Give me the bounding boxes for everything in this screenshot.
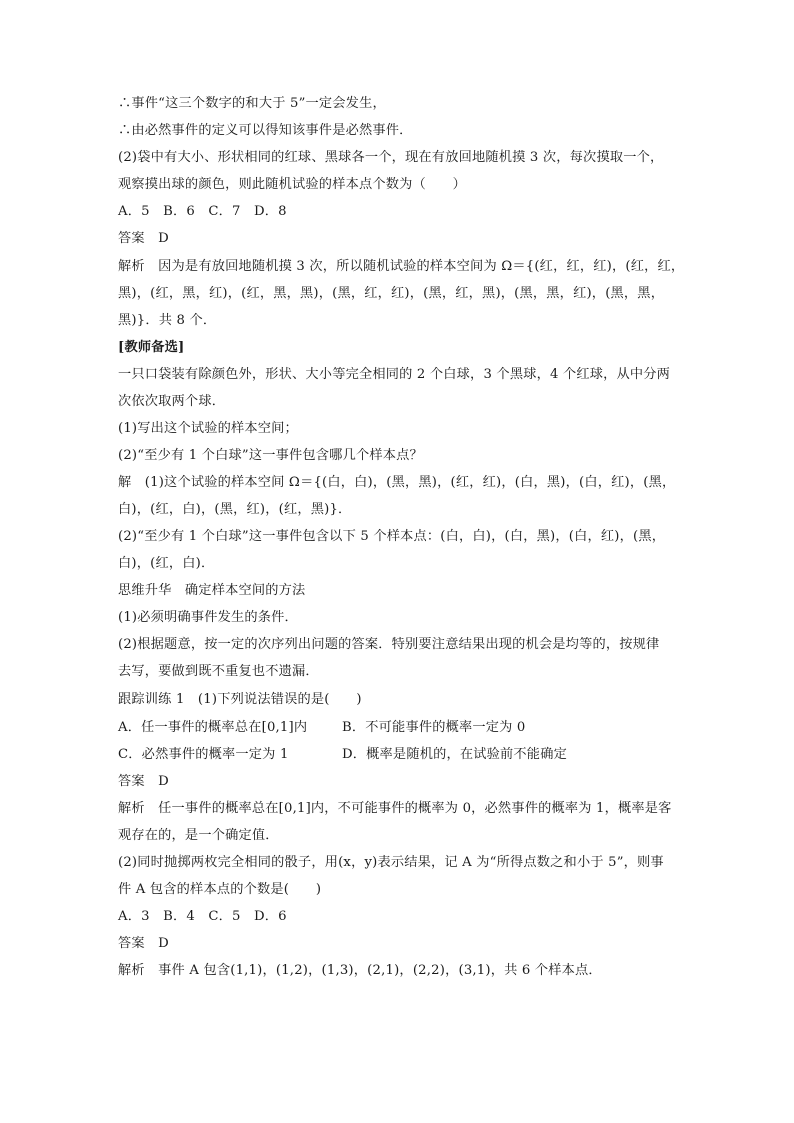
- text-line-23: 跟踪训练 1 (1)下列说法错误的是( ): [118, 692, 362, 707]
- text-line-16: 白)，(红，白)，(黑，红)，(红，黑)}．: [118, 502, 352, 517]
- text-line-18: 白)，(红，白)．: [118, 556, 215, 571]
- text-line-12: 次依次取两个球．: [118, 394, 226, 409]
- text-line-20: (1)必须明确事件发生的条件．: [118, 610, 298, 625]
- analysis-line-6: 解析 事件 A 包含(1,1)，(1,2)，(1,3)，(2,1)，(2,2)，(3,1)，共 6 个样本点．: [118, 963, 602, 978]
- option-a: A．任一事件的概率总在[0,1]内: [118, 720, 308, 735]
- text-line-15: 解 (1)这个试验的样本空间 Ω＝{(白，白)，(黑，黑)，(红，红)，(白，黑)，(白，红)，(黑，: [118, 475, 676, 490]
- options-line-2: A．3 B．4 C．5 D．6: [118, 909, 287, 924]
- answer-line: 答案 D: [118, 231, 169, 246]
- answer-line-3: 答案 D: [118, 936, 169, 951]
- text-line-22: 去写，要做到既不重复也不遗漏．: [118, 664, 319, 679]
- option-d: D．概率是随机的，在试验前不能确定: [342, 747, 567, 762]
- text-line-17: (2)“至少有 1 个白球”这一事件包含以下 5 个样本点：(白，白)，(白，黑)，(白，红)，(黑，: [118, 529, 666, 544]
- option-row-ab: [118, 719, 526, 737]
- option-c: C．必然事件的概率一定为 1: [118, 747, 289, 762]
- analysis-line-1: 解析 因为是有放回地随机摸 3 次，所以随机试验的样本空间为 Ω＝{(红，红，红)，(红，红，: [118, 259, 685, 274]
- analysis-line-2: 黑)，(红，黑，红)，(红，黑，黑)，(黑，红，红)，(黑，红，黑)，(黑，黑，红)，(黑，黑，: [118, 286, 665, 301]
- option-row-cd: [118, 746, 567, 764]
- answer-line-2: 答案 D: [118, 774, 169, 789]
- text-line-13: (1)写出这个试验的样本空间；: [118, 421, 298, 436]
- text-line-30: 件 A 包含的样本点的个数是( ): [118, 882, 322, 897]
- analysis-line-4: 解析 任一事件的概率总在[0,1]内，不可能事件的概率为 0，必然事件的概率为 1，概率是客: [118, 801, 672, 816]
- analysis-line-3: 黑)}．共 8 个．: [118, 313, 217, 328]
- option-b: B．不可能事件的概率一定为 0: [342, 720, 526, 735]
- section-heading-teacher: [教师备选]: [118, 340, 185, 355]
- text-line-21: (2)根据题意，按一定的次序列出问题的答案．特别要注意结果出现的机会是均等的，按规律: [118, 637, 660, 652]
- text-line-14: (2)“至少有 1 个白球”这一事件包含哪几个样本点？: [118, 448, 423, 463]
- text-line-3: (2)袋中有大小、形状相同的红球、黑球各一个，现在有放回地随机摸 3 次，每次摸取一个，: [118, 150, 664, 165]
- options-line: A．5 B．6 C．7 D．8: [118, 204, 287, 219]
- text-line-2: ∴由必然事件的定义可以得知该事件是必然事件．: [118, 123, 413, 138]
- text-line-11: 一只口袋装有除颜色外，形状、大小等完全相同的 2 个白球，3 个黑球，4 个红球，从中分两: [118, 367, 671, 382]
- text-line-1: ∴事件“这三个数字的和大于 5”一定会发生，: [118, 96, 386, 111]
- text-line-29: (2)同时抛掷两枚完全相同的骰子，用(x，y)表示结果，记 A 为“所得点数之和小于 5”，则事: [118, 855, 664, 870]
- text-line-4: 观察摸出球的颜色，则此随机试验的样本点个数为（ ）: [118, 177, 467, 192]
- analysis-line-5: 观存在的，是一个确定值．: [118, 828, 279, 843]
- section-heading-method: 思维升华 确定样本空间的方法: [118, 583, 306, 598]
